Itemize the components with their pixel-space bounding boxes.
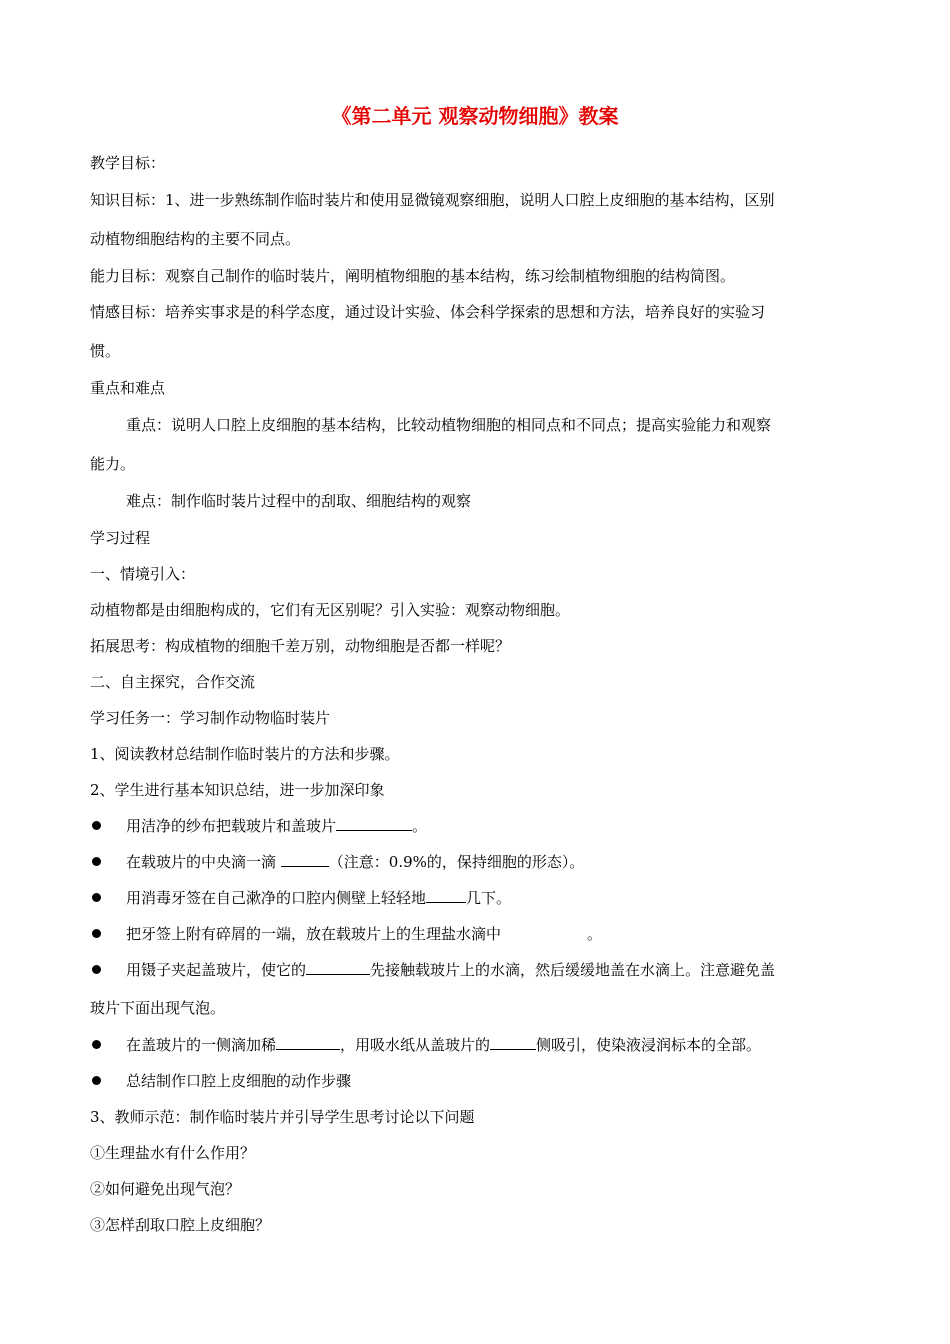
section-intro-heading: 一、情境引入： xyxy=(90,565,196,583)
bullet-item-2: 在载玻片的中央滴一滴 （注意：0.9%的，保持细胞的形态）。 xyxy=(126,853,585,871)
objectives-heading: 教学目标： xyxy=(90,154,166,172)
intro-text: 动植物都是由细胞构成的，它们有无区别呢？引入实验：观察动物细胞。 xyxy=(90,601,571,619)
bullet-icon xyxy=(92,857,101,866)
knowledge-objective-line2: 动植物细胞结构的主要不同点。 xyxy=(90,230,301,248)
bullet-icon xyxy=(92,893,101,902)
section-explore-heading: 二、自主探究，合作交流 xyxy=(90,673,256,691)
bullet-item-1: 用洁净的纱布把载玻片和盖玻片 。 xyxy=(126,817,428,835)
step1: 1、阅读教材总结制作临时装片的方法和步骤。 xyxy=(90,745,400,763)
fill-blank xyxy=(426,888,466,903)
bullet-item-5-line1: 用镊子夹起盖玻片，使它的 先接触载玻片上的水滴，然后缓缓地盖在水滴上。注意避免盖 xyxy=(126,961,776,979)
bullet-item-3: 用消毒牙签在自己漱净的口腔内侧壁上轻轻地 几下。 xyxy=(126,889,512,907)
bullet-item-5-line2: 玻片下面出现气泡。 xyxy=(90,999,226,1017)
bullet-item-6: 在盖玻片的一侧滴加稀 ，用吸水纸从盖玻片的 侧吸引，使染液浸润标本的全部。 xyxy=(126,1036,762,1054)
fill-blank xyxy=(306,960,370,975)
page-title: 《第二单元 观察动物细胞》教案 xyxy=(331,104,619,128)
bullet-icon xyxy=(92,929,101,938)
emotion-objective-line1: 情感目标：培养实事求是的科学态度，通过设计实验、体会科学探索的思想和方法，培养良好的实验习 xyxy=(90,303,766,321)
ability-objective: 能力目标：观察自己制作的临时装片，阐明植物细胞的基本结构，练习绘制植物细胞的结构简图。 xyxy=(90,267,736,285)
task1-heading: 学习任务一：学习制作动物临时装片 xyxy=(90,709,331,727)
fill-blank xyxy=(281,852,329,867)
bullet-item-4: 把牙签上附有碎屑的一端，放在载玻片上的生理盐水滴中 。 xyxy=(126,925,603,943)
step2: 2、学生进行基本知识总结，进一步加深印象 xyxy=(90,781,385,799)
difficulty-point: 难点：制作临时装片过程中的刮取、细胞结构的观察 xyxy=(126,492,472,510)
bullet-item-7: 总结制作口腔上皮细胞的动作步骤 xyxy=(126,1072,352,1090)
knowledge-objective-line1: 知识目标：1、进一步熟练制作临时装片和使用显微镜观察细胞，说明人口腔上皮细胞的基本结构，区别 xyxy=(90,191,775,209)
bullet-icon xyxy=(92,1040,101,1049)
question-1: ①生理盐水有什么作用？ xyxy=(90,1144,256,1162)
key-heading: 重点和难点 xyxy=(90,379,166,397)
process-heading: 学习过程 xyxy=(90,529,151,547)
emotion-objective-line2: 惯。 xyxy=(90,342,121,360)
extend-thinking: 拓展思考：构成植物的细胞千差万别，动物细胞是否都一样呢？ xyxy=(90,637,511,655)
fill-blank xyxy=(336,816,412,831)
fill-blank xyxy=(490,1035,536,1050)
question-3: ③怎样刮取口腔上皮细胞？ xyxy=(90,1216,271,1234)
bullet-icon xyxy=(92,1076,101,1085)
bullet-icon xyxy=(92,821,101,830)
step3: 3、教师示范：制作临时装片并引导学生思考讨论以下问题 xyxy=(90,1108,475,1126)
fill-blank xyxy=(276,1035,340,1050)
bullet-icon xyxy=(92,965,101,974)
key-point-line1: 重点：说明人口腔上皮细胞的基本结构，比较动植物细胞的相同点和不同点；提高实验能力和观察 xyxy=(126,416,772,434)
key-point-line2: 能力。 xyxy=(90,455,136,473)
question-2: ②如何避免出现气泡？ xyxy=(90,1180,241,1198)
